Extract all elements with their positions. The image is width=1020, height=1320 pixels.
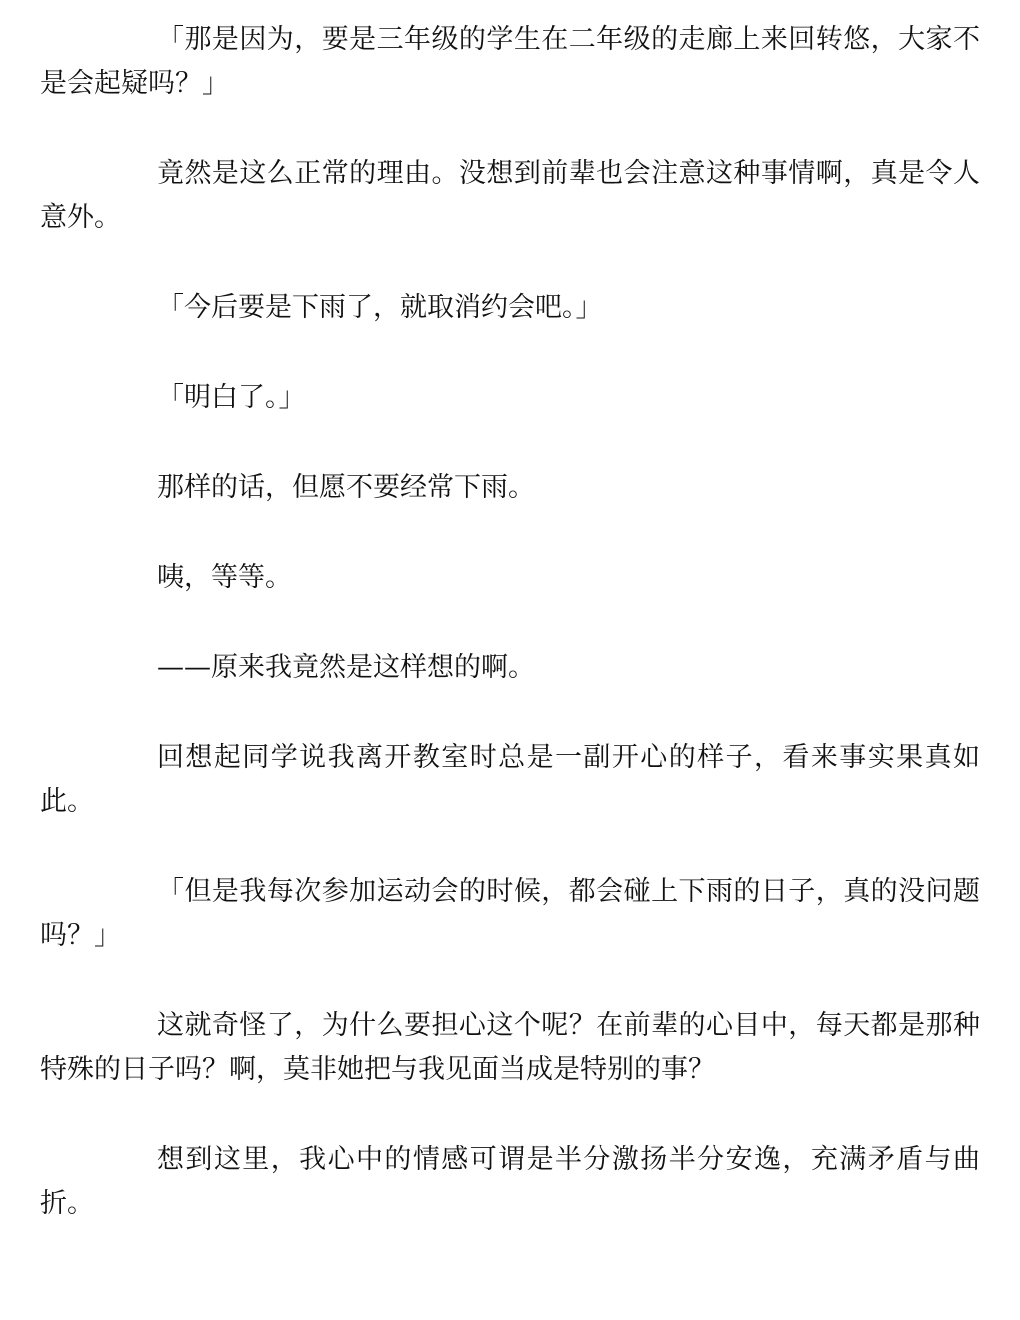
paragraph: 这就奇怪了，为什么要担心这个呢？在前辈的心目中，每天都是那种特殊的日子吗？啊，莫非她把与我见面当成是特别的事？ [40,1010,980,1085]
document-page [40,18,980,1272]
paragraph: 「今后要是下雨了，就取消约会吧。」 [157,292,603,323]
paragraph: 想到这里，我心中的情感可谓是半分激扬半分安逸，充满矛盾与曲折。 [40,1144,980,1219]
paragraph: 「那是因为，要是三年级的学生在二年级的走廊上来回转悠，大家不是会起疑吗？」 [40,24,980,99]
paragraph: 竟然是这么正常的理由。没想到前辈也会注意这种事情啊，真是令人意外。 [40,158,980,233]
paragraph: 「但是我每次参加运动会的时候，都会碰上下雨的日子，真的没问题吗？」 [40,876,980,951]
paragraph: 「明白了。」 [157,382,306,413]
paragraph: 咦，等等。 [157,562,292,593]
paragraph: 回想起同学说我离开教室时总是一副开心的样子，看来事实果真如此。 [40,742,980,817]
paragraph: ——原来我竟然是这样想的啊。 [157,652,535,683]
paragraph: 那样的话，但愿不要经常下雨。 [157,472,535,503]
